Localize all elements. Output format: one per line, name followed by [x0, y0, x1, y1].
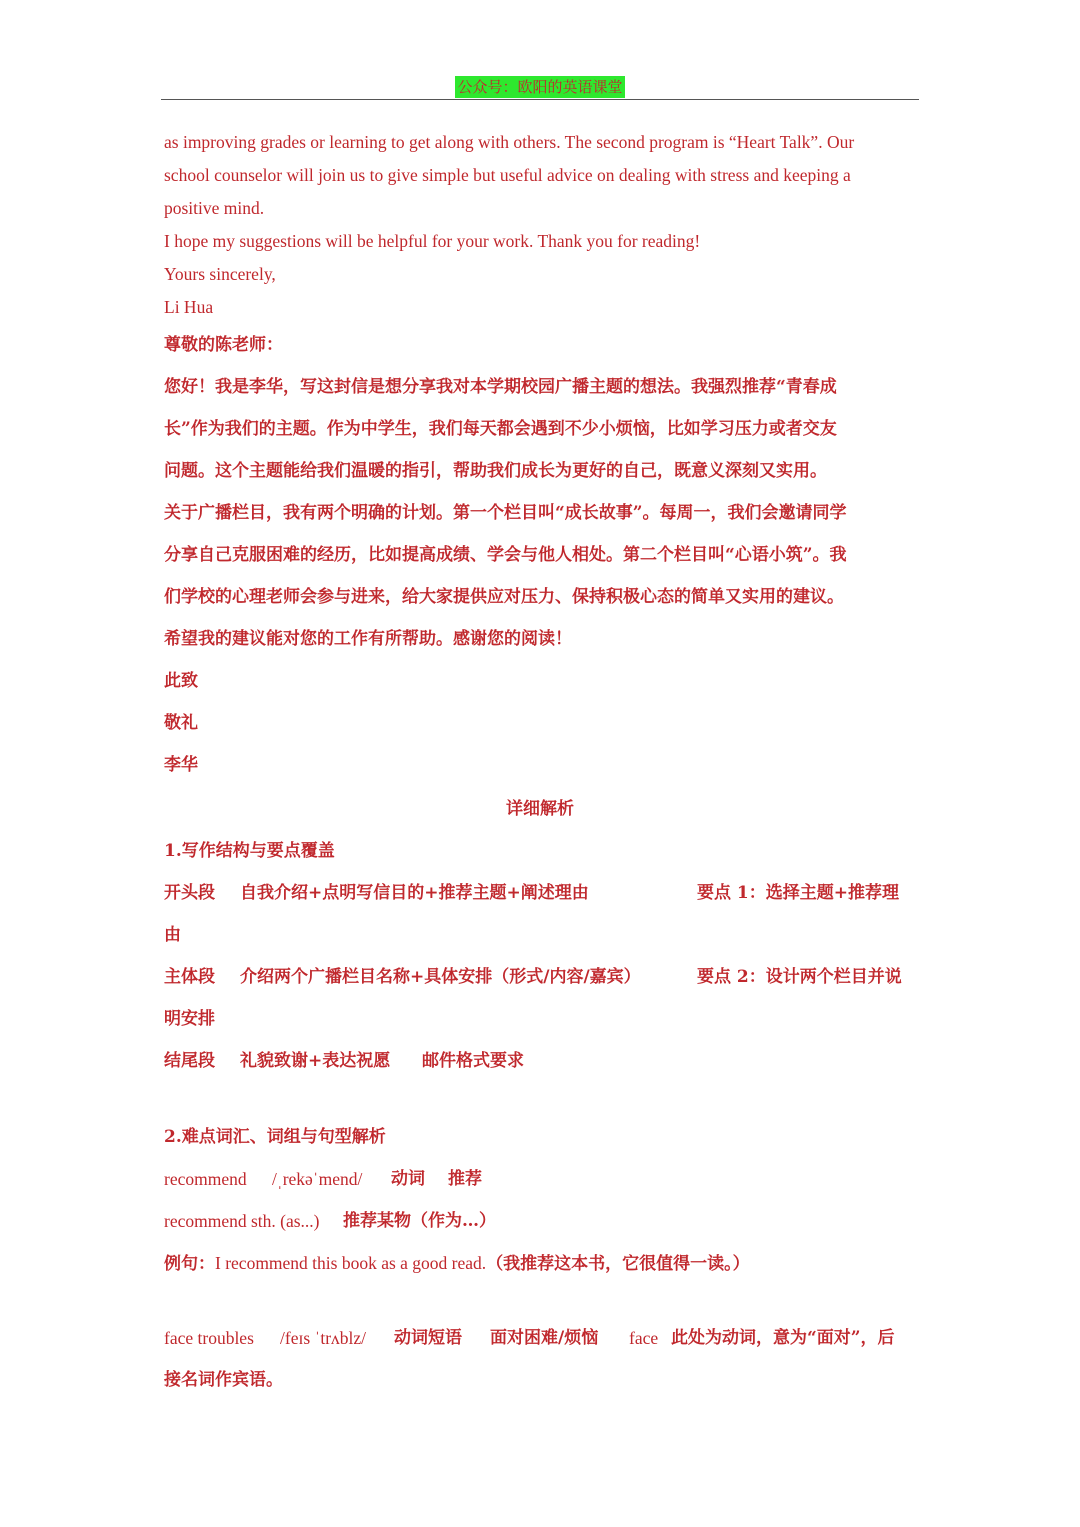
vocab-entry — [164, 1326, 920, 1351]
chinese-line: 关于广播栏目，我有两个明确的计划。第一个栏目叫“成长故事”。每周一，我们会邀请同学 — [164, 503, 847, 523]
section2-heading: 2.难点词汇、词组与句型解析 — [164, 1127, 386, 1147]
header-divider — [161, 99, 919, 100]
structure-content: 介绍两个广播栏目名称+具体安排（形式/内容/嘉宾） — [240, 967, 641, 987]
vocab-word: recommend — [164, 1169, 247, 1189]
vocab-note-wrap: 接名词作宾语。 — [164, 1370, 283, 1390]
chinese-closing: 此致 — [164, 671, 198, 691]
page-header — [161, 76, 919, 98]
chinese-line: 希望我的建议能对您的工作有所帮助。感谢您的阅读！ — [164, 629, 572, 649]
vocab-pos: 动词短语 — [394, 1328, 462, 1348]
example-chinese: （我推荐这本书，它很值得一读。） — [486, 1254, 750, 1274]
structure-row — [164, 965, 920, 989]
phrase-meaning: 推荐某物（作为…） — [343, 1211, 496, 1231]
chinese-line: 长”作为我们的主题。作为中学生，我们每天都会遇到不少小烦恼，比如学习压力或者交友 — [164, 419, 837, 439]
vocab-meaning: 推荐 — [448, 1169, 482, 1189]
english-line: school counselor will join us to give simple but useful advice on dealing with stress and keeping a — [164, 165, 851, 185]
structure-part: 结尾段 — [164, 1051, 215, 1071]
vocab-phonetic: /ˌrekəˈmend/ — [272, 1169, 363, 1189]
structure-part: 主体段 — [164, 967, 215, 987]
analysis-title: 详细解析 — [506, 799, 574, 819]
structure-point: 要点 1：选择主题+推荐理 — [697, 883, 899, 903]
chinese-greeting: 尊敬的陈老师： — [164, 335, 283, 355]
vocab-note: 此处为动词，意为“面对”，后 — [671, 1328, 895, 1348]
vocab-phrase — [164, 1209, 920, 1234]
example-label: 例句： — [164, 1254, 215, 1274]
structure-row-wrap: 明安排 — [164, 1009, 215, 1029]
vocab-meaning: 面对困难/烦恼 — [490, 1328, 599, 1348]
structure-content: 礼貌致谢+表达祝愿 — [240, 1051, 391, 1071]
chinese-line: 问题。这个主题能给我们温暖的指引，帮助我们成长为更好的自己，既意义深刻又实用。 — [164, 461, 827, 481]
chinese-line: 们学校的心理老师会参与进来，给大家提供应对压力、保持积极心态的简单又实用的建议。 — [164, 587, 844, 607]
structure-part: 开头段 — [164, 883, 215, 903]
example-sentence — [164, 1251, 920, 1276]
vocab-word: face troubles — [164, 1328, 254, 1348]
chinese-signature: 李华 — [164, 755, 198, 775]
note-word: face — [629, 1328, 659, 1348]
chinese-line: 您好！我是李华，写这封信是想分享我对本学期校园广播主题的想法。我强烈推荐“青春成 — [164, 377, 837, 397]
phrase-text: recommend sth. (as...) — [164, 1211, 320, 1231]
chinese-line: 分享自己克服困难的经历，比如提高成绩、学会与他人相处。第二个栏目叫“心语小筑”。我 — [164, 545, 847, 565]
structure-row — [164, 1049, 920, 1073]
structure-point: 要点 2：设计两个栏目并说 — [697, 967, 902, 987]
english-line: positive mind. — [164, 198, 265, 218]
example-english: I recommend this book as a good read. — [215, 1253, 487, 1273]
english-line: I hope my suggestions will be helpful for your work. Thank you for reading! — [164, 231, 701, 251]
header-label: 公众号：欧阳的英语课堂 — [457, 78, 623, 96]
structure-content: 自我介绍+点明写信目的+推荐主题+阐述理由 — [240, 883, 589, 903]
structure-point: 邮件格式要求 — [422, 1051, 524, 1071]
vocab-pos: 动词 — [391, 1169, 425, 1189]
structure-row-wrap: 由 — [164, 925, 181, 945]
vocab-entry — [164, 1167, 920, 1192]
chinese-closing: 敬礼 — [164, 713, 198, 733]
structure-row — [164, 881, 920, 905]
english-signature: Li Hua — [164, 297, 214, 317]
section1-heading: 1.写作结构与要点覆盖 — [164, 841, 335, 861]
english-closing: Yours sincerely, — [164, 264, 276, 284]
vocab-phonetic: /feɪs ˈtrʌblz/ — [280, 1328, 367, 1348]
english-line: as improving grades or learning to get along with others. The second program is “Heart Talk”. Our — [164, 132, 855, 152]
